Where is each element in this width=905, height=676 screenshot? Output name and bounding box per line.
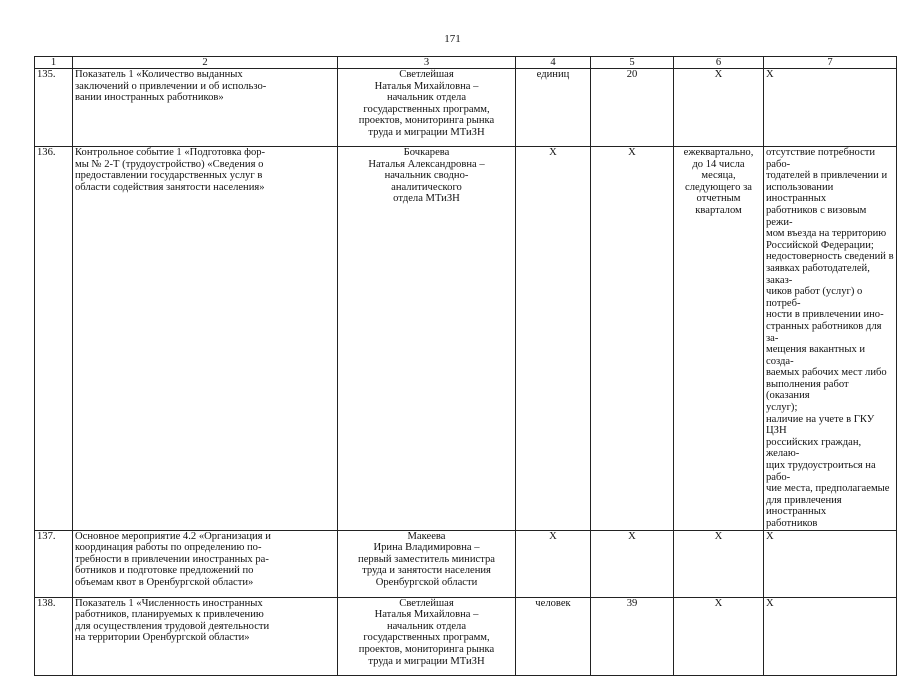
table-row <box>35 147 897 531</box>
row-number: 137. <box>35 530 73 597</box>
row-value: Х <box>591 530 674 597</box>
row-responsible: Светлейшая Наталья Михайловна – начальник отдела государственных программ, проектов, мониторинга рынка труда и миграции МТиЗН <box>338 69 516 147</box>
row-unit: Х <box>516 530 591 597</box>
row-description: Контрольное событие 1 «Подготовка фор- мы № 2-Т (трудоустройство) «Сведения о предоставлении государственных услуг в области содействия занятости населения» <box>73 147 338 531</box>
column-header: 1 <box>35 57 73 69</box>
row-value: 20 <box>591 69 674 147</box>
column-header: 3 <box>338 57 516 69</box>
row-number: 135. <box>35 69 73 147</box>
row-term: Х <box>674 69 764 147</box>
column-header: 4 <box>516 57 591 69</box>
document-table <box>34 56 897 676</box>
row-note: Х <box>764 69 897 147</box>
row-number: 138. <box>35 597 73 675</box>
row-unit: Х <box>516 147 591 531</box>
row-term: Х <box>674 530 764 597</box>
column-header: 6 <box>674 57 764 69</box>
table-row <box>35 69 897 147</box>
row-responsible: Бочкарева Наталья Александровна – начальник сводно- аналитического отдела МТиЗН <box>338 147 516 531</box>
row-note: отсутствие потребности рабо- тодателей в привлечении и использовании иностранных работников с визовым режи- мом въезда на территорию Российской Федерации; недостоверность сведений в заявках работодателей, заказ- чиков работ (услуг) о потреб- ности в привлечении ино- странных работников для за- мещения вакантных и созда- ваемых рабочих мест либо выполнения работ (оказания услуг); наличие на учете в ГКУ ЦЗН российских граждан, желаю- щих трудоустроиться на рабо- чие места, предполагаемые для привлечения иностранных работников <box>764 147 897 531</box>
row-responsible: Светлейшая Наталья Михайловна – начальник отдела государственных программ, проектов, мониторинга рынка труда и миграции МТиЗН <box>338 597 516 675</box>
row-number: 136. <box>35 147 73 531</box>
column-header: 7 <box>764 57 897 69</box>
row-description: Основное мероприятие 4.2 «Организация и координация работы по определению по- требности в привлечении иностранных ра- ботников и подготовке предложений по объемам квот в Оренбургской области» <box>73 530 338 597</box>
row-unit: человек <box>516 597 591 675</box>
row-description: Показатель 1 «Количество выданных заключений о привлечении и об использо- вании иностранных работников» <box>73 69 338 147</box>
page-number: 171 <box>444 33 461 45</box>
row-value: 39 <box>591 597 674 675</box>
column-header: 5 <box>591 57 674 69</box>
row-responsible: Макеева Ирина Владимировна – первый заместитель министра труда и занятости населения Оренбургской области <box>338 530 516 597</box>
table-row <box>35 597 897 675</box>
row-note: Х <box>764 597 897 675</box>
row-description: Показатель 1 «Численность иностранных работников, планируемых к привлечению для осуществления трудовой деятельности на территории Оренбургской области» <box>73 597 338 675</box>
table-header-row <box>35 57 897 69</box>
row-value: Х <box>591 147 674 531</box>
row-term: ежеквартально, до 14 числа месяца, следующего за отчетным кварталом <box>674 147 764 531</box>
table-row <box>35 530 897 597</box>
row-term: Х <box>674 597 764 675</box>
column-header: 2 <box>73 57 338 69</box>
row-unit: единиц <box>516 69 591 147</box>
row-note: Х <box>764 530 897 597</box>
